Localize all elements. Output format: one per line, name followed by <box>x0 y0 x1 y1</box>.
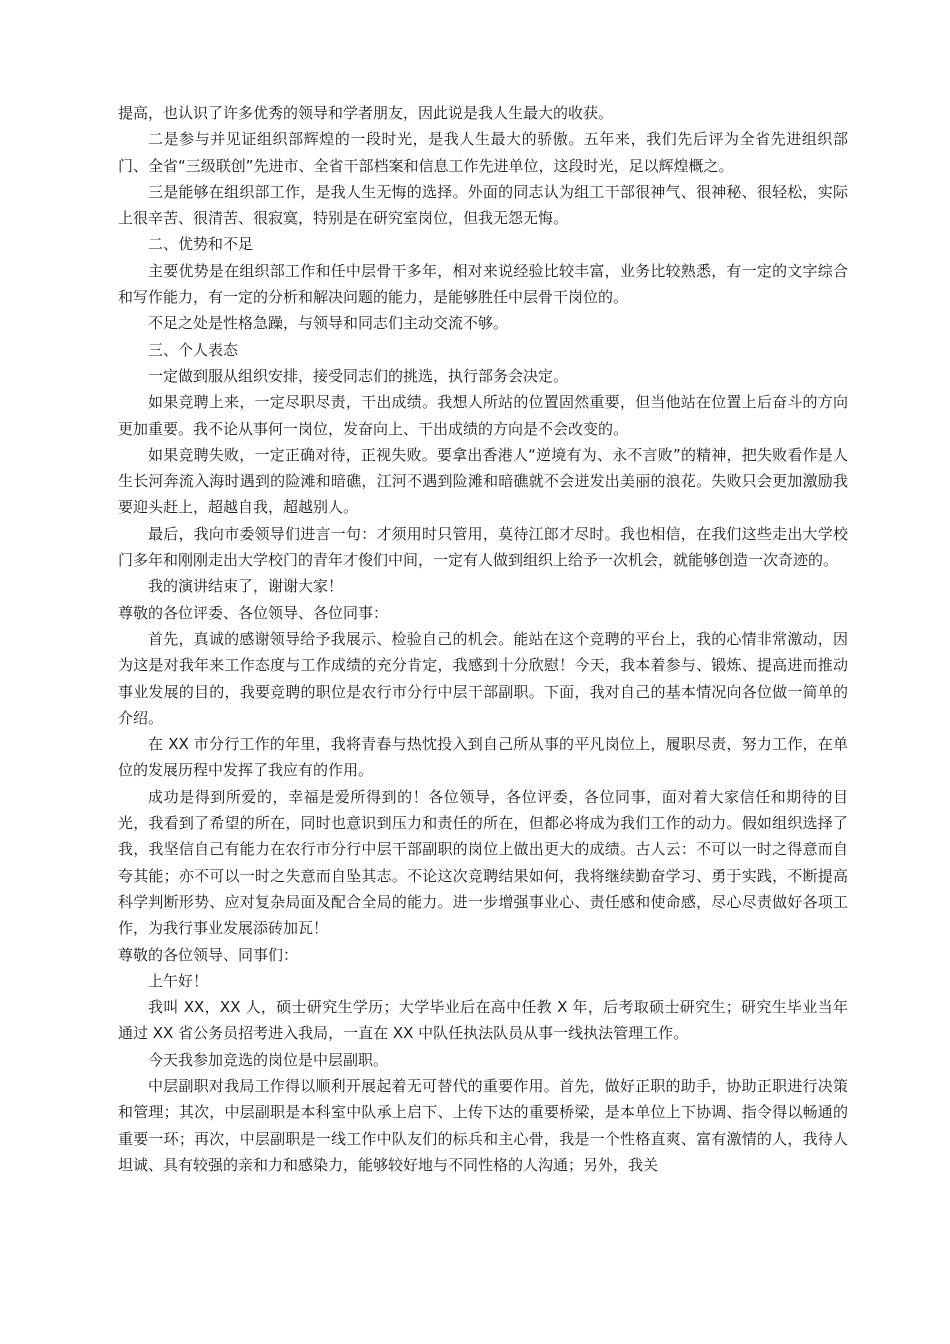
paragraph: 我的演讲结束了，谢谢大家！ <box>148 577 344 596</box>
paragraph: 首先，真诚的感谢领导给予我展示、检验自己的机会。能站在这个竞聘的平台上，我的心情非常激动，因为这是对我年来工作态度与工作成绩的充分肯定，我感到十分欣慰！今天，我本着参与、锻炼、提高进而推动事业发展的目的，我要竞聘的职位是农行市分行中层干部副职。下面，我对自己的基本情况向各位做一简单的介绍。 <box>118 629 848 727</box>
section-heading: 二、优势和不足 <box>148 235 254 254</box>
paragraph: 如果竞聘失败，一定正确对待，正视失败。要拿出香港人“逆境有为、永不言败”的精神，把失败看作是人生长河奔流入海时遇到的险滩和暗礁，江河不遇到险滩和暗礁就不会迸发出美丽的浪花。失败只会更加激励我要迎头赶上，超越自我，超越别人。 <box>118 445 848 517</box>
paragraph: 上午好！ <box>148 971 209 990</box>
paragraph: 在 XX 市分行工作的年里，我将青春与热忱投入到自己所从事的平凡岗位上，履职尽责，努力工作，在单位的发展历程中发挥了我应有的作用。 <box>118 735 848 780</box>
paragraph: 主要优势是在组织部工作和任中层骨干多年，相对来说经验比较丰富，业务比较熟悉，有一定的文字综合和写作能力，有一定的分析和解决问题的能力，是能够胜任中层骨干岗位的。 <box>118 261 848 307</box>
salutation: 尊敬的各位评委、各位领导、各位同事： <box>118 603 389 622</box>
paragraph: 中层副职对我局工作得以顺利开展起着无可替代的重要作用。首先，做好正职的助手，协助正职进行决策和管理；其次，中层副职是本科室中队承上启下、上传下达的重要桥梁，是本单位上下协调、指令得以畅通的重要一环；再次，中层副职是一线工作中队友们的标兵和主心骨，我是一个性格直爽、富有激情的人，我待人坦诚、具有较强的亲和力和感染力，能够较好地与不同性格的人沟通；另外，我关 <box>118 1076 848 1174</box>
paragraph: 最后，我向市委领导们进言一句：才须用时只管用，莫待江郎才尽时。我也相信，在我们这些走出大学校门多年和刚刚走出大学校门的青年才俊们中间，一定有人做到组织上给予一次机会，就能够创造一次奇迹的。 <box>118 524 848 570</box>
paragraph: 我叫 XX，XX 人，硕士研究生学历；大学毕业后在高中任教 X 年，后考取硕士研究生；研究生毕业当年通过 XX 省公务员招考进入我局，一直在 XX 中队任执法队员从事一线执法管理工作。 <box>118 998 848 1043</box>
paragraph: 提高，也认识了许多优秀的领导和学者朋友，因此说是我人生最大的收获。 <box>118 104 614 122</box>
paragraph: 二是参与并见证组织部辉煌的一段时光，是我人生最大的骄傲。五年来，我们先后评为全省先进组织部门、全省“三级联创”先进市、全省干部档案和信息工作先进单位，这段时光，足以辉煌概之。 <box>118 130 848 175</box>
paragraph: 如果竞聘上来，一定尽职尽责，干出成绩。我想人所站的位置固然重要，但当他站在位置上后奋斗的方向更加重要。我不论从事何一岗位，发奋向上、干出成绩的方向是不会改变的。 <box>118 393 848 438</box>
paragraph: 不足之处是性格急躁，与领导和同志们主动交流不够。 <box>148 314 509 333</box>
paragraph: 今天我参加竞选的岗位是中层副职。 <box>148 1050 389 1069</box>
document-body <box>118 100 848 1178</box>
paragraph: 成功是得到所爱的，幸福是爱所得到的！各位领导，各位评委，各位同事，面对着大家信任和期待的目光，我看到了希望的所在，同时也意识到压力和责任的所在，但都必将成为我们工作的动力。假如组织选择了我，我坚信自己有能力在农行市分行中层干部副职的岗位上做出更大的成绩。古人云：不可以一时之得意而自夸其能；亦不可以一时之失意而自坠其志。不论这次竞聘结果如何，我将继续勤奋学习、勇于实践，不断提高科学判断形势、应对复杂局面及配合全局的能力。进一步增强事业心、责任感和使命感，尽心尽责做好各项工作，为我行事业发展添砖加瓦！ <box>118 787 848 938</box>
paragraph: 三是能够在组织部工作，是我人生无悔的选择。外面的同志认为组工干部很神气、很神秘、很轻松，实际上很辛苦、很清苦、很寂寞，特别是在研究室岗位，但我无怨无悔。 <box>118 182 848 228</box>
paragraph: 一定做到服从组织安排，接受同志们的挑选，执行部务会决定。 <box>148 366 569 385</box>
section-heading: 三、个人表态 <box>148 340 239 359</box>
salutation: 尊敬的各位领导、同事们： <box>118 945 299 964</box>
